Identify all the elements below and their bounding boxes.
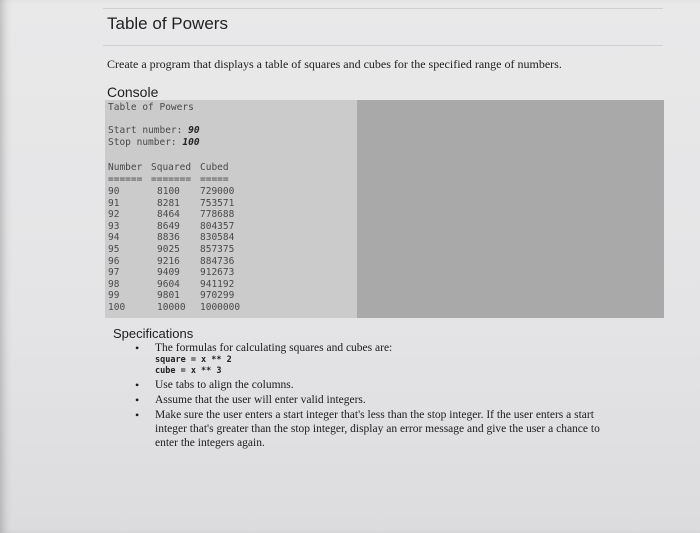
intro-text: Create a program that displays a table of squares and cubes for the specified range of numbers.	[107, 57, 562, 71]
page-title: Table of Powers	[107, 14, 228, 33]
top-divider	[103, 8, 663, 9]
cell-number: 91	[108, 197, 120, 209]
spec-text: Make sure the user enters a start integer that's less than the stop integer. If the user enters a start integer that's greater than the stop integer, display an error message and give the user a chance to enter the integers again.	[155, 409, 600, 449]
cell-cubed: 1000000	[200, 302, 241, 313]
start-value: 90	[188, 125, 200, 136]
bullet-icon: •	[135, 393, 140, 407]
cell-squared: 10000	[157, 302, 186, 313]
cell-number: 93	[108, 220, 120, 232]
cell-number: 96	[108, 255, 120, 267]
cell-number: 95	[108, 244, 120, 255]
cell-cubed: 941192	[200, 278, 235, 290]
cell-cubed: 912673	[200, 267, 235, 279]
cell-number: 99	[108, 290, 120, 302]
cell-cubed: 778688	[200, 209, 235, 221]
cell-number: 100	[108, 302, 126, 313]
spec-item	[135, 378, 625, 392]
cell-cubed: 830584	[200, 232, 235, 244]
formula-cube: cube = x ** 3	[155, 366, 222, 376]
spec-item	[135, 393, 625, 407]
cell-squared: 9604	[157, 278, 180, 290]
cell-squared: 8464	[157, 209, 180, 221]
stop-label: Stop number:	[108, 137, 177, 148]
cell-cubed: 753571	[200, 197, 235, 209]
cell-cubed: 857375	[200, 244, 235, 255]
cell-cubed: 729000	[200, 186, 235, 197]
title-divider	[103, 45, 663, 46]
spec-item	[135, 408, 625, 450]
cell-squared: 8100	[157, 186, 180, 197]
underline-squared: =======	[151, 174, 192, 185]
console-output	[105, 100, 664, 318]
cell-number: 92	[108, 209, 120, 221]
cell-squared: 9025	[157, 244, 180, 255]
spec-text: Assume that the user will enter valid integers.	[155, 394, 366, 406]
cell-cubed: 970299	[200, 290, 235, 302]
cell-number: 94	[108, 232, 120, 244]
header-cubed: Cubed	[200, 162, 229, 173]
specifications-list	[135, 341, 625, 451]
console-shade	[357, 100, 664, 318]
stop-prompt	[108, 137, 200, 149]
bullet-icon: •	[135, 378, 140, 392]
spec-text: Use tabs to align the columns.	[155, 379, 294, 391]
underline-cubed: =====	[200, 174, 229, 185]
underline-number: ======	[108, 174, 143, 185]
spec-text: The formulas for calculating squares and cubes are:	[155, 342, 393, 354]
start-label: Start number:	[108, 125, 183, 136]
cell-squared: 8649	[157, 220, 180, 232]
cell-squared: 8281	[157, 197, 180, 209]
console-heading: Console	[107, 84, 159, 100]
cell-cubed: 804357	[200, 220, 235, 232]
cell-squared: 8836	[157, 232, 180, 244]
header-number: Number	[108, 162, 143, 173]
bullet-icon: •	[135, 341, 140, 355]
program-title: Table of Powers	[108, 102, 194, 113]
cell-squared: 9409	[157, 267, 180, 279]
stop-value: 100	[182, 137, 200, 148]
bullet-icon: •	[135, 408, 140, 422]
cell-squared: 9801	[157, 290, 180, 302]
cell-number: 90	[108, 186, 120, 197]
cell-squared: 9216	[157, 255, 180, 267]
start-prompt	[108, 125, 200, 137]
specifications-heading: Specifications	[113, 326, 194, 341]
header-squared: Squared	[151, 162, 192, 173]
cell-cubed: 884736	[200, 255, 235, 267]
spec-item	[135, 341, 625, 377]
cell-number: 97	[108, 267, 120, 279]
cell-number: 98	[108, 278, 120, 290]
formula-square: square = x ** 2	[155, 355, 232, 365]
